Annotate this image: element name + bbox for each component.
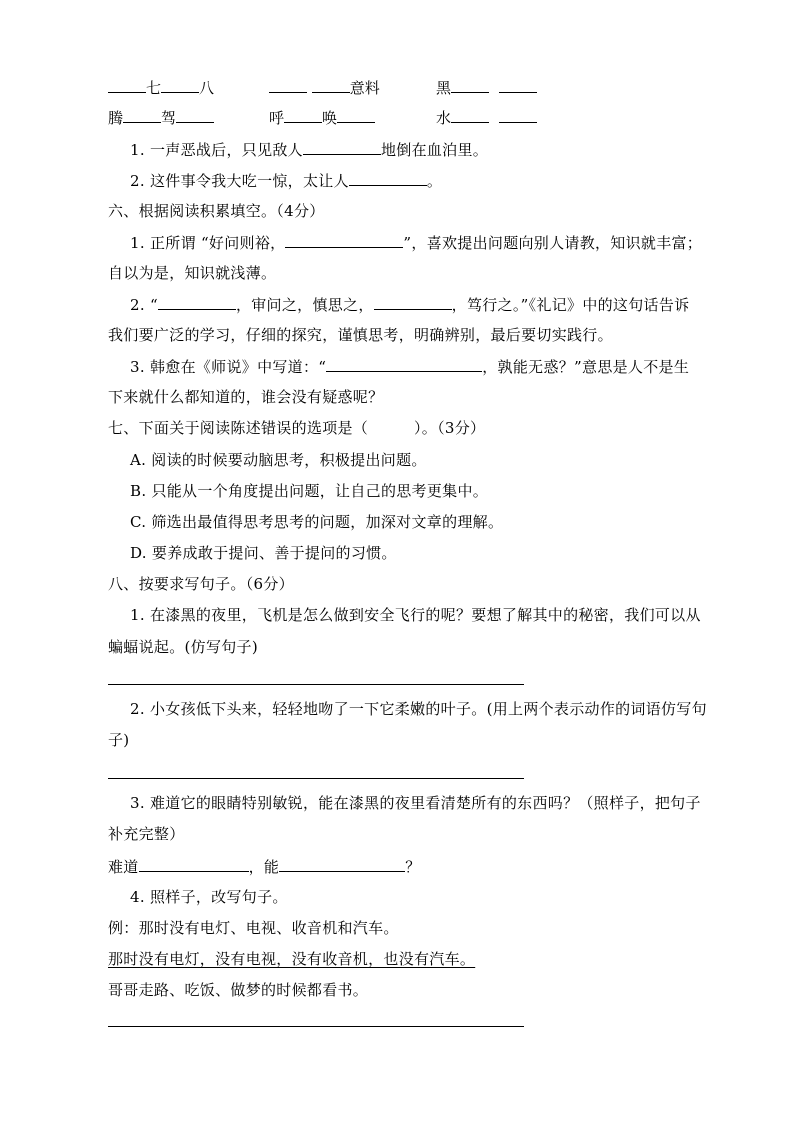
blank[interactable] <box>451 108 489 123</box>
section-8-q3-cont: 补充完整） <box>108 825 185 843</box>
answer-line[interactable] <box>108 1026 524 1027</box>
idiom-5: 呼 唤 <box>269 108 375 127</box>
section-8-heading: 八、按要求写句子。（6分） <box>108 575 294 593</box>
blank[interactable] <box>312 78 350 93</box>
idiom-1: 七 八 <box>108 78 214 97</box>
blank[interactable] <box>161 78 199 93</box>
section-6-q3-cont: 下来就什么都知道的，谁会没有疑惑呢？ <box>108 388 384 406</box>
blank[interactable] <box>284 108 322 123</box>
blank[interactable] <box>176 108 214 123</box>
blank[interactable] <box>349 171 427 186</box>
blank[interactable] <box>326 357 482 372</box>
blank[interactable] <box>499 78 537 93</box>
section-8-q4: 4. 照样子，改写句子。 <box>130 888 288 906</box>
section-6-q1-cont: 自以为是，知识就浅薄。 <box>108 264 277 282</box>
blank[interactable] <box>108 78 146 93</box>
section-6-q2: 2. “ ，审问之，慎思之， ，笃行之。”《礼记》中的这句话告诉 <box>130 296 690 314</box>
blank[interactable] <box>123 108 161 123</box>
section-6-heading: 六、根据阅读积累填空。（4分） <box>108 202 325 220</box>
option-b[interactable]: B. 只能从一个角度提出问题，让自己的思考更集中。 <box>130 482 489 500</box>
blank[interactable] <box>303 140 381 155</box>
task-sentence: 哥哥走路、吃饭、做梦的时候都看书。 <box>108 981 369 999</box>
blank[interactable] <box>285 233 403 248</box>
question-fill-2: 2. 这件事令我大吃一惊，太让人 。 <box>130 172 443 190</box>
example-answer: 那时没有电灯，没有电视，没有收音机，也没有汽车。 <box>108 950 476 968</box>
answer-line[interactable] <box>108 778 524 779</box>
option-c[interactable]: C. 筛选出最值得思考思考的问题，加深对文章的理解。 <box>130 513 504 531</box>
section-7-heading: 七、下面关于阅读陈述错误的选项是（ ）。（3分） <box>108 419 486 437</box>
option-a[interactable]: A. 阅读的时候要动脑思考，积极提出问题。 <box>130 451 427 469</box>
idiom-4: 腾 驾 <box>108 108 214 127</box>
section-6-q3: 3. 韩愈在《师说》中写道：“ ，孰能无惑？”意思是人不是生 <box>130 358 690 376</box>
blank[interactable] <box>374 295 452 310</box>
section-8-q1-cont: 蝙蝠说起。(仿写句子) <box>108 638 259 656</box>
idiom-6: 水 <box>436 108 537 127</box>
section-8-q2: 2. 小女孩低下头来，轻轻地吻了一下它柔嫩的叶子。(用上两个表示动作的词语仿写句 <box>130 700 707 718</box>
answer-line[interactable] <box>108 684 524 685</box>
option-d[interactable]: D. 要养成敢于提问、善于提问的习惯。 <box>130 544 397 562</box>
blank[interactable] <box>279 857 405 872</box>
idiom-2: 意料 <box>269 78 380 97</box>
section-8-q2-cont: 子) <box>108 731 130 749</box>
section-6-q1: 1. 正所谓 “好问则裕， ”，喜欢提出问题向别人请教，知识就丰富； <box>130 234 703 252</box>
example-sentence: 例：那时没有电灯、电视、收音机和汽车。 <box>108 919 399 937</box>
section-8-q3-fill: 难道 ，能 ？ <box>108 858 421 876</box>
blank[interactable] <box>451 78 489 93</box>
idiom-3: 黑 <box>436 78 537 97</box>
blank[interactable] <box>499 108 537 123</box>
section-8-q3: 3. 难道它的眼睛特别敏锐，能在漆黑的夜里看清楚所有的东西吗？（照样子，把句子 <box>130 794 701 812</box>
blank[interactable] <box>337 108 375 123</box>
question-fill-1: 1. 一声恶战后，只见敌人 地倒在血泊里。 <box>130 141 489 159</box>
blank[interactable] <box>139 857 249 872</box>
blank[interactable] <box>269 78 307 93</box>
blank[interactable] <box>158 295 236 310</box>
section-8-q1: 1. 在漆黑的夜里，飞机是怎么做到安全飞行的呢？要想了解其中的秘密，我们可以从 <box>130 606 701 624</box>
section-6-q2-cont: 我们要广泛的学习，仔细的探究，谨慎思考，明确辨别，最后要切实践行。 <box>108 326 613 344</box>
